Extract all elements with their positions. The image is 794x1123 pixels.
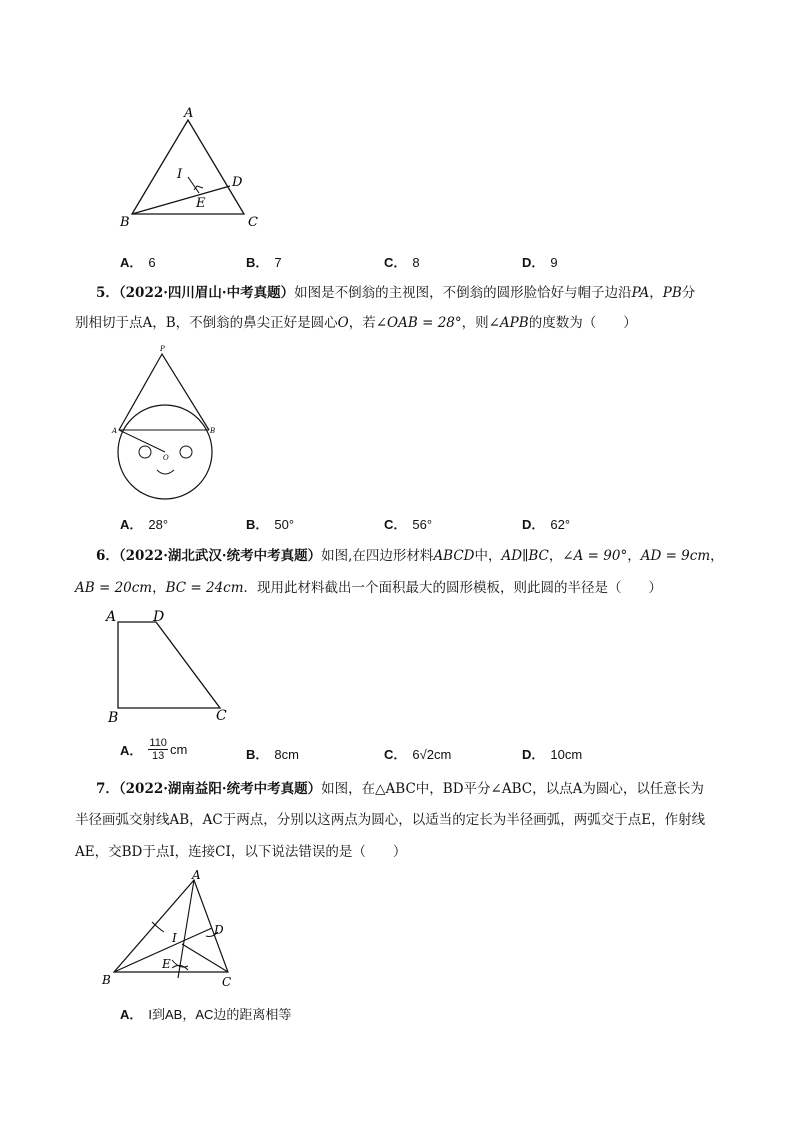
q4-option-a[interactable]: A． 6	[120, 255, 156, 270]
q6-quadrilateral-figure	[104, 604, 244, 726]
q7-question: 7．（2022·湖南益阳·统考中考真题）如图，在△ABC中，BD平分∠ABC，以点A为圆心，以任意长为	[96, 781, 704, 797]
q6-quadrilateral	[118, 622, 220, 708]
q4-label-e: E	[196, 196, 206, 211]
q6-option-a[interactable]: A． $\frac{110}{13}$ cm	[120, 737, 188, 762]
q6-question-line2: AB = 20cm，BC = 24cm．现用此材料截出一个面积最大的圆形模板，则此圆的半径是（ ）	[75, 580, 663, 596]
q4-right-angle-mark	[194, 186, 203, 190]
q7-triangle-figure	[98, 870, 248, 992]
q5-option-c[interactable]: C． 56°	[384, 517, 433, 532]
q6-label-b: B	[108, 710, 119, 726]
q5-label-o: O	[163, 454, 169, 462]
q7-label-e: E	[162, 957, 171, 971]
q7-ray-ae	[178, 880, 194, 978]
q6-option-c[interactable]: C． 6√2cm	[384, 747, 452, 762]
q4-triangle-figure	[110, 100, 270, 235]
q6-option-a-fraction: $\frac{110}{13}$	[149, 737, 167, 762]
q7-label-a: A	[192, 868, 201, 882]
q5-segment-oa	[119, 430, 165, 452]
q7-option-a[interactable]: A． I到AB，AC边的距离相等	[120, 1007, 292, 1022]
q5-label-b: B	[210, 427, 216, 435]
q4-label-a: A	[184, 106, 194, 121]
q7-label-d: D	[214, 923, 224, 937]
q4-label-c: C	[248, 215, 258, 230]
q7-label-c: C	[222, 975, 232, 989]
q5-option-b[interactable]: B． 50°	[246, 517, 295, 532]
q7-label-b: B	[102, 973, 111, 987]
q4-label-d: D	[232, 175, 243, 190]
q7-question-line3: AE，交BD于点I，连接CI，以下说法错误的是（ ）	[75, 844, 407, 860]
q6-label-d: D	[153, 609, 165, 625]
q5-number: 5．	[96, 285, 119, 301]
q4-option-d[interactable]: D． 9	[522, 255, 558, 270]
q5-label-p: P	[160, 345, 165, 353]
q5-right-eye	[180, 446, 192, 458]
q5-option-d[interactable]: D． 62°	[522, 517, 571, 532]
q6-source: （2022·湖北武汉·统考中考真题）	[118, 548, 322, 564]
q6-label-c: C	[216, 708, 227, 724]
q5-mouth	[157, 470, 174, 474]
q6-question: 6．（2022·湖北武汉·统考中考真题）如图,在四边形材料ABCD中，AD∥BC，∠A = 90°，AD = 9cm，	[96, 548, 724, 564]
q6-option-d[interactable]: D． 10cm	[522, 747, 583, 762]
q4-option-b[interactable]: B． 7	[246, 255, 282, 270]
q5-question-line2: 别相切于点A，B，不倒翁的鼻尖正好是圆心O，若∠OAB = 28°，则∠APB的度数为（ ）	[75, 315, 637, 331]
q7-label-i: I	[172, 931, 177, 945]
q5-question: 5．（2022·四川眉山·中考真题）如图是不倒翁的主视图，不倒翁的圆形脸恰好与帽子边沿PA，PB分	[96, 285, 696, 301]
q5-source: （2022·四川眉山·中考真题）	[118, 285, 295, 301]
q5-left-eye	[139, 446, 151, 458]
q7-segment-ci	[182, 944, 228, 972]
q7-number: 7．	[96, 781, 119, 797]
q6-number: 6．	[96, 548, 119, 564]
q4-option-c[interactable]: C． 8	[384, 255, 420, 270]
q5-tumbler-figure	[108, 342, 228, 502]
q7-triangle	[114, 880, 228, 972]
q4-triangle	[132, 120, 244, 214]
q6-label-a: A	[106, 609, 117, 625]
q7-source: （2022·湖南益阳·统考中考真题）	[118, 781, 322, 797]
q6-option-b[interactable]: B． 8cm	[246, 747, 299, 762]
q5-option-a[interactable]: A． 28°	[120, 517, 169, 532]
q4-label-i: I	[177, 167, 183, 182]
q5-label-a: A	[112, 427, 118, 435]
q4-label-b: B	[120, 215, 130, 230]
q4-segment-ie	[188, 177, 199, 193]
q7-question-line2: 半径画弧交射线AB，AC于两点，分别以这两点为圆心，以适当的定长为半径画弧，两弧交于点E，作射线	[75, 812, 706, 828]
